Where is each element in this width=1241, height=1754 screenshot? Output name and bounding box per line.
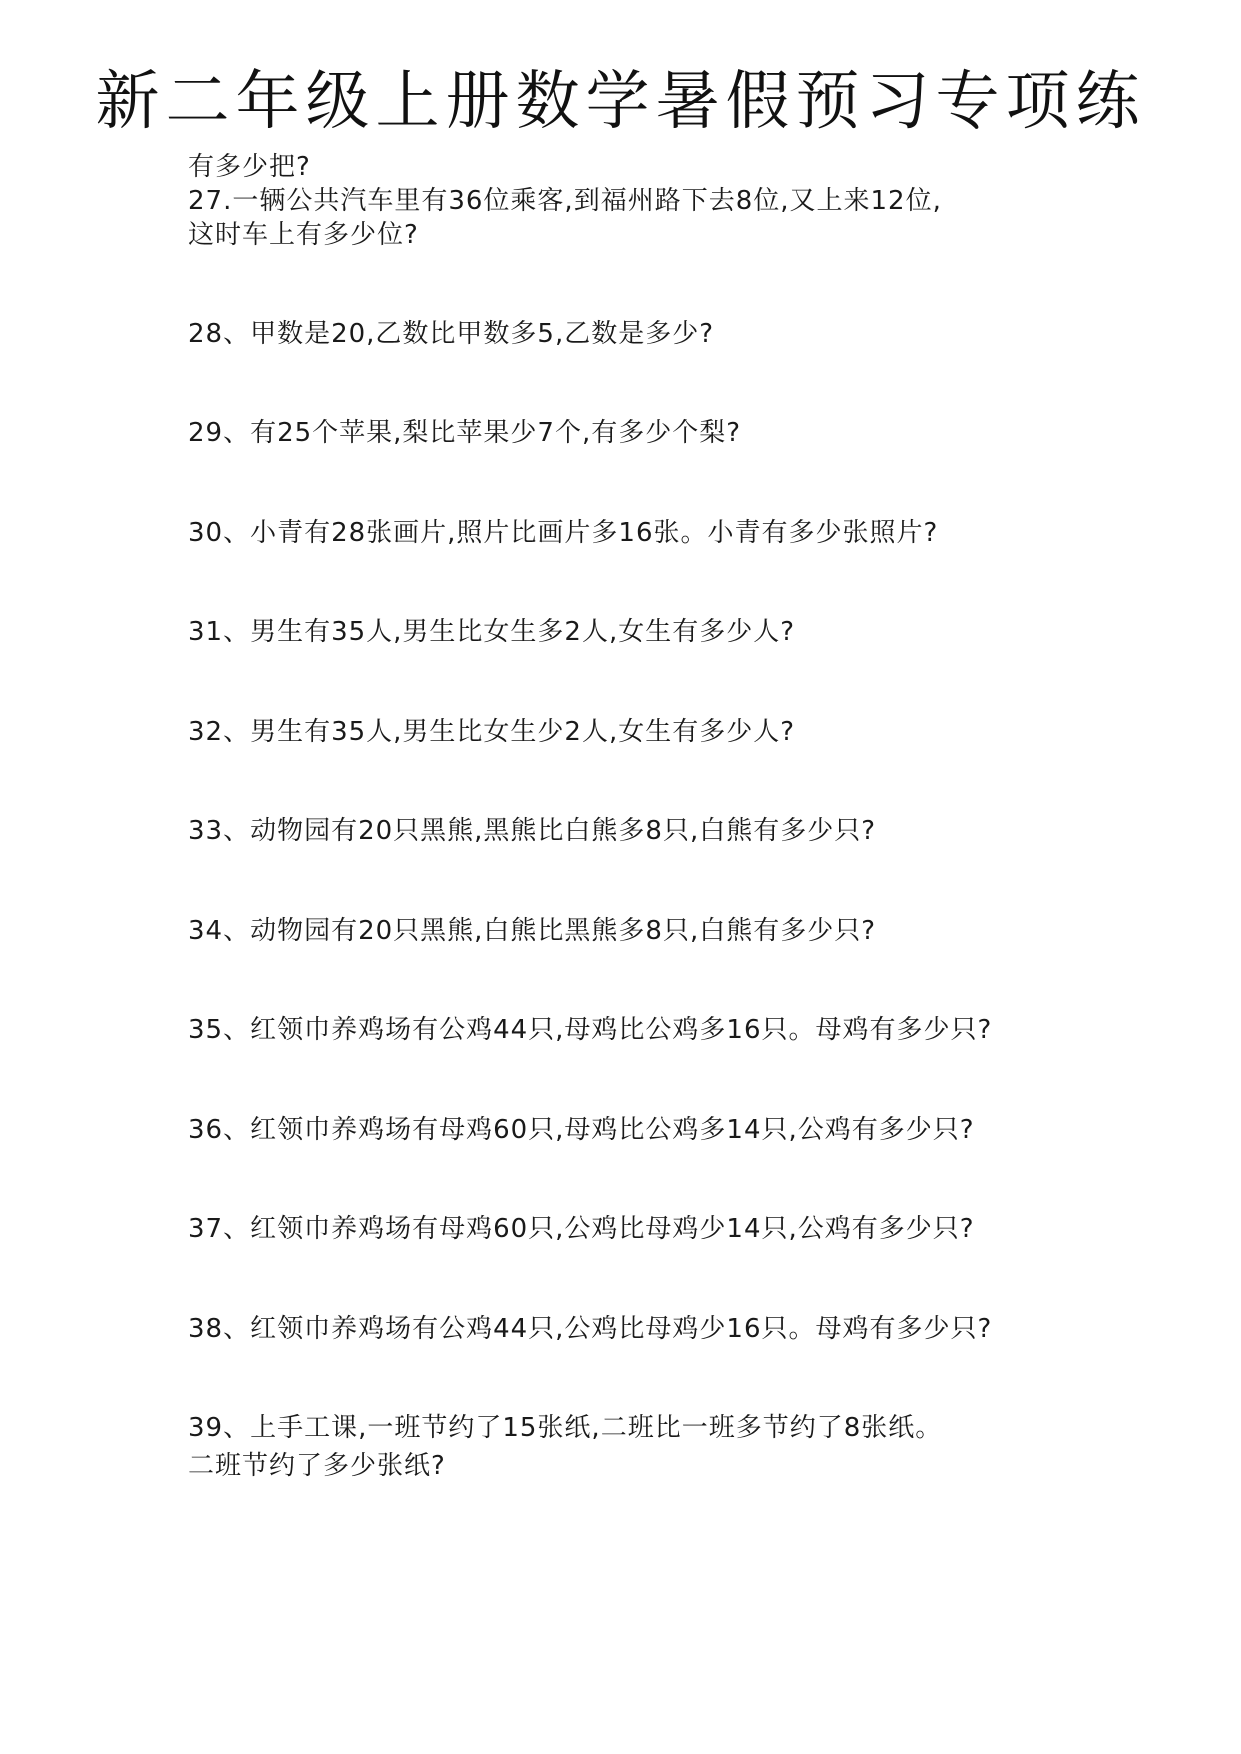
problem-35: 35、红领巾养鸡场有公鸡44只,母鸡比公鸡多16只。母鸡有多少只? <box>188 1015 993 1045</box>
problem-29: 29、有25个苹果,梨比苹果少7个,有多少个梨? <box>188 418 742 448</box>
problem-27-line-1: 27.一辆公共汽车里有36位乘客,到福州路下去8位,又上来12位, <box>188 186 942 216</box>
problem-26-continuation: 有多少把? <box>188 152 311 182</box>
problem-27-line-2: 这时车上有多少位? <box>188 220 419 250</box>
problem-33: 33、动物园有20只黑熊,黑熊比白熊多8只,白熊有多少只? <box>188 816 877 846</box>
problem-36: 36、红领巾养鸡场有母鸡60只,母鸡比公鸡多14只,公鸡有多少只? <box>188 1115 975 1145</box>
problem-34: 34、动物园有20只黑熊,白熊比黑熊多8只,白熊有多少只? <box>188 916 877 946</box>
problem-38: 38、红领巾养鸡场有公鸡44只,公鸡比母鸡少16只。母鸡有多少只? <box>188 1314 993 1344</box>
problem-32: 32、男生有35人,男生比女生少2人,女生有多少人? <box>188 717 796 747</box>
problem-39-line-1: 39、上手工课,一班节约了15张纸,二班比一班多节约了8张纸。 <box>188 1413 943 1443</box>
problem-37: 37、红领巾养鸡场有母鸡60只,公鸡比母鸡少14只,公鸡有多少只? <box>188 1214 975 1244</box>
problem-39-line-2: 二班节约了多少张纸? <box>188 1451 446 1481</box>
page-title: 新二年级上册数学暑假预习专项练 <box>95 65 1146 139</box>
problem-30: 30、小青有28张画片,照片比画片多16张。小青有多少张照片? <box>188 518 939 548</box>
problem-31: 31、男生有35人,男生比女生多2人,女生有多少人? <box>188 617 796 647</box>
problem-28: 28、甲数是20,乙数比甲数多5,乙数是多少? <box>188 319 715 349</box>
